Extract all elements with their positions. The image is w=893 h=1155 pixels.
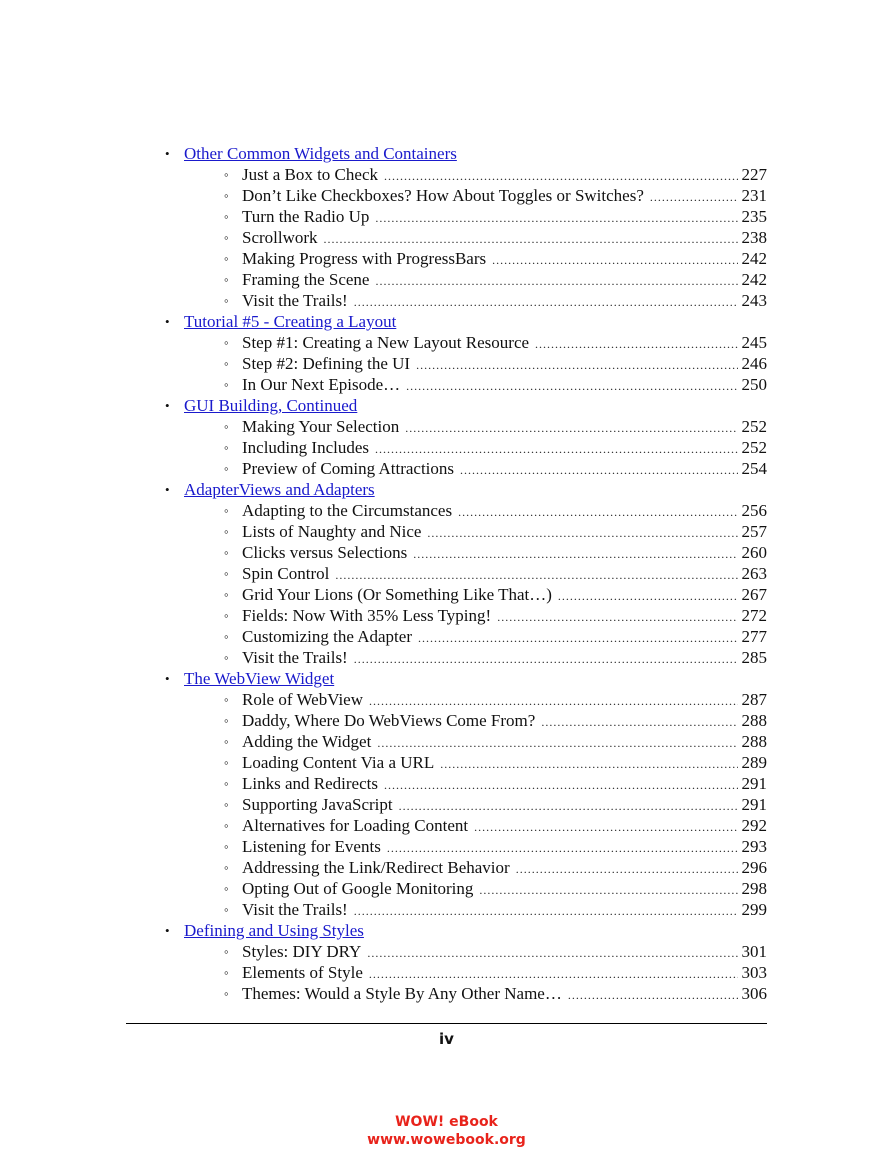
toc-chapter — [165, 479, 767, 500]
table-of-contents — [165, 143, 767, 1004]
toc-entry-row[interactable] — [242, 332, 767, 355]
circle-bullet-icon: ◦ — [224, 167, 229, 182]
dot-leader — [458, 502, 737, 523]
circle-bullet-icon: ◦ — [224, 188, 229, 203]
circle-bullet-icon: ◦ — [224, 629, 229, 644]
toc-entry-row[interactable] — [242, 563, 767, 586]
toc-entry — [165, 500, 767, 521]
toc-entry-title: In Our Next Episode… — [242, 375, 401, 394]
circle-bullet-icon: ◦ — [224, 251, 229, 266]
toc-entry-row[interactable] — [242, 248, 767, 271]
circle-bullet-icon: ◦ — [224, 692, 229, 707]
toc-entry — [165, 185, 767, 206]
toc-entry-page: 277 — [741, 627, 767, 646]
toc-entry-title: Turn the Radio Up — [242, 207, 370, 226]
toc-entry-row[interactable] — [242, 542, 767, 565]
toc-chapter — [165, 920, 767, 941]
toc-entry-title: Just a Box to Check — [242, 165, 378, 184]
toc-entry — [165, 206, 767, 227]
toc-entry-title: Listening for Events — [242, 837, 381, 856]
toc-entry-title: Visit the Trails! — [242, 900, 348, 919]
dot-leader — [440, 754, 737, 775]
toc-entry — [165, 416, 767, 437]
toc-chapter — [165, 143, 767, 164]
toc-chapter — [165, 668, 767, 689]
circle-bullet-icon: ◦ — [224, 293, 229, 308]
toc-entry-title: Framing the Scene — [242, 270, 370, 289]
chapter-link[interactable]: Defining and Using Styles — [184, 921, 364, 940]
circle-bullet-icon: ◦ — [224, 650, 229, 665]
circle-bullet-icon: ◦ — [224, 608, 229, 623]
circle-bullet-icon: ◦ — [224, 356, 229, 371]
toc-entry-title: Don’t Like Checkboxes? How About Toggles or Switches? — [242, 186, 644, 205]
toc-entry-page: 288 — [741, 711, 767, 730]
toc-entry — [165, 584, 767, 605]
chapter-link[interactable]: The WebView Widget — [184, 669, 335, 688]
toc-entry-title: Lists of Naughty and Nice — [242, 522, 422, 541]
toc-entry-page: 293 — [741, 837, 767, 856]
dot-leader — [377, 733, 737, 754]
toc-entry — [165, 731, 767, 752]
dot-leader — [335, 565, 737, 586]
toc-entry-page: 260 — [741, 543, 767, 562]
watermark-url: www.wowebook.org — [367, 1132, 526, 1148]
bullet-icon: • — [165, 482, 170, 497]
toc-entry-title: Role of WebView — [242, 690, 363, 709]
toc-entry-row[interactable] — [242, 857, 767, 880]
toc-entry-page: 285 — [741, 648, 767, 667]
toc-entry-title: Grid Your Lions (Or Something Like That…) — [242, 585, 552, 604]
dot-leader — [367, 943, 737, 964]
toc-entry-row[interactable] — [242, 269, 767, 292]
circle-bullet-icon: ◦ — [224, 965, 229, 980]
dot-leader — [324, 229, 738, 250]
toc-entry-page: 245 — [741, 333, 767, 352]
circle-bullet-icon: ◦ — [224, 734, 229, 749]
toc-entry — [165, 353, 767, 374]
toc-entry-title: Step #1: Creating a New Layout Resource — [242, 333, 530, 352]
circle-bullet-icon: ◦ — [224, 944, 229, 959]
toc-entry — [165, 983, 767, 1004]
toc-entry — [165, 836, 767, 857]
circle-bullet-icon: ◦ — [224, 776, 229, 791]
circle-bullet-icon: ◦ — [224, 587, 229, 602]
toc-entry-title: Addressing the Link/Redirect Behavior — [242, 858, 510, 877]
toc-entry-title: Loading Content Via a URL — [242, 753, 435, 772]
toc-entry — [165, 794, 767, 815]
toc-entry-page: 299 — [741, 900, 767, 919]
circle-bullet-icon: ◦ — [224, 230, 229, 245]
toc-entry-page: 246 — [741, 354, 767, 373]
dot-leader — [384, 166, 738, 187]
toc-entry-title: Customizing the Adapter — [242, 627, 412, 646]
toc-entry-page: 231 — [741, 186, 767, 205]
toc-entry-title: Visit the Trails! — [242, 648, 348, 667]
toc-entry-row[interactable] — [242, 500, 767, 523]
dot-leader — [479, 880, 737, 901]
dot-leader — [416, 355, 737, 376]
toc-entry-title: Preview of Coming Attractions — [242, 459, 455, 478]
toc-entry-page: 256 — [741, 501, 767, 520]
bullet-icon: • — [165, 923, 170, 938]
toc-entry — [165, 164, 767, 185]
circle-bullet-icon: ◦ — [224, 818, 229, 833]
dot-leader — [375, 208, 737, 229]
toc-entry-row[interactable] — [242, 416, 767, 439]
dot-leader — [369, 964, 738, 985]
dot-leader — [568, 985, 738, 1006]
toc-entry-title: Styles: DIY DRY — [242, 942, 362, 961]
toc-entry-page: 243 — [741, 291, 767, 310]
toc-entry-page: 263 — [741, 564, 767, 583]
toc-entry-row[interactable] — [242, 815, 767, 838]
toc-entry — [165, 437, 767, 458]
toc-entry — [165, 248, 767, 269]
toc-entry-page: 227 — [741, 165, 767, 184]
toc-entry-row[interactable] — [242, 941, 767, 964]
toc-entry-title: Fields: Now With 35% Less Typing! — [242, 606, 492, 625]
dot-leader — [558, 586, 738, 607]
toc-entry-title: Daddy, Where Do WebViews Come From? — [242, 711, 536, 730]
toc-entry-row[interactable] — [242, 626, 767, 649]
toc-entry — [165, 857, 767, 878]
dot-leader — [399, 796, 738, 817]
toc-entry — [165, 689, 767, 710]
circle-bullet-icon: ◦ — [224, 839, 229, 854]
toc-entry-page: 235 — [741, 207, 767, 226]
toc-entry-page: 298 — [741, 879, 767, 898]
toc-entry-row[interactable] — [242, 794, 767, 817]
circle-bullet-icon: ◦ — [224, 860, 229, 875]
toc-entry-row[interactable] — [242, 374, 767, 397]
toc-entry-title: Opting Out of Google Monitoring — [242, 879, 474, 898]
toc-entry-row[interactable] — [242, 353, 767, 376]
toc-entry — [165, 374, 767, 395]
toc-entry-row[interactable] — [242, 752, 767, 775]
circle-bullet-icon: ◦ — [224, 545, 229, 560]
toc-entry-page: 303 — [741, 963, 767, 982]
toc-entry-page: 267 — [741, 585, 767, 604]
dot-leader — [405, 418, 737, 439]
bullet-icon: • — [165, 398, 170, 413]
toc-entry-page: 257 — [741, 522, 767, 541]
toc-entry-row[interactable] — [242, 227, 767, 250]
toc-entry — [165, 752, 767, 773]
toc-entry-row[interactable] — [242, 836, 767, 859]
toc-entry — [165, 962, 767, 983]
dot-leader — [497, 607, 737, 628]
chapter-link[interactable]: Tutorial #5 - Creating a Layout — [184, 312, 397, 331]
toc-entry — [165, 647, 767, 668]
toc-entry-page: 291 — [741, 774, 767, 793]
chapter-link[interactable]: Other Common Widgets and Containers — [184, 144, 457, 163]
circle-bullet-icon: ◦ — [224, 755, 229, 770]
watermark-title: WOW! eBook — [395, 1114, 498, 1130]
circle-bullet-icon: ◦ — [224, 713, 229, 728]
toc-entry-page: 291 — [741, 795, 767, 814]
toc-entry-row[interactable] — [242, 899, 767, 922]
toc-entry-row[interactable] — [242, 710, 767, 733]
chapter-link[interactable]: AdapterViews and Adapters — [184, 480, 375, 499]
toc-entry-title: Links and Redirects — [242, 774, 378, 793]
dot-leader — [427, 523, 737, 544]
toc-entry-title: Including Includes — [242, 438, 369, 457]
toc-entry-title: Adding the Widget — [242, 732, 372, 751]
dot-leader — [406, 376, 737, 397]
toc-entry — [165, 605, 767, 626]
circle-bullet-icon: ◦ — [224, 797, 229, 812]
toc-entry — [165, 542, 767, 563]
toc-entry-page: 252 — [741, 417, 767, 436]
dot-leader — [369, 691, 738, 712]
toc-entry — [165, 773, 767, 794]
toc-entry — [165, 878, 767, 899]
toc-entry — [165, 899, 767, 920]
toc-entry — [165, 227, 767, 248]
circle-bullet-icon: ◦ — [224, 419, 229, 434]
circle-bullet-icon: ◦ — [224, 335, 229, 350]
dot-leader — [516, 859, 738, 880]
toc-entry — [165, 941, 767, 962]
toc-entry — [165, 458, 767, 479]
toc-entry-row[interactable] — [242, 437, 767, 460]
dot-leader — [384, 775, 738, 796]
toc-entry-title: Clicks versus Selections — [242, 543, 408, 562]
toc-entry-row[interactable] — [242, 962, 767, 985]
toc-entry-title: Alternatives for Loading Content — [242, 816, 469, 835]
dot-leader — [460, 460, 737, 481]
toc-entry — [165, 563, 767, 584]
circle-bullet-icon: ◦ — [224, 566, 229, 581]
dot-leader — [387, 838, 738, 859]
toc-entry-row[interactable] — [242, 185, 767, 208]
toc-entry-title: Spin Control — [242, 564, 330, 583]
toc-entry-row[interactable] — [242, 731, 767, 754]
watermark — [0, 1113, 893, 1149]
dot-leader — [492, 250, 737, 271]
toc-entry-page: 254 — [741, 459, 767, 478]
toc-entry-row[interactable] — [242, 773, 767, 796]
toc-entry-row[interactable] — [242, 521, 767, 544]
toc-chapter — [165, 311, 767, 332]
toc-entry — [165, 626, 767, 647]
toc-entry-page: 242 — [741, 270, 767, 289]
toc-entry — [165, 815, 767, 836]
circle-bullet-icon: ◦ — [224, 209, 229, 224]
toc-entry-title: Themes: Would a Style By Any Other Name… — [242, 984, 562, 1003]
circle-bullet-icon: ◦ — [224, 881, 229, 896]
dot-leader — [375, 439, 738, 460]
dot-leader — [535, 334, 737, 355]
circle-bullet-icon: ◦ — [224, 377, 229, 392]
toc-entry-row[interactable] — [242, 983, 767, 1006]
dot-leader — [354, 649, 738, 670]
toc-entry-row[interactable] — [242, 290, 767, 313]
toc-entry — [165, 269, 767, 290]
toc-chapter — [165, 395, 767, 416]
circle-bullet-icon: ◦ — [224, 461, 229, 476]
bullet-icon: • — [165, 314, 170, 329]
toc-entry-row[interactable] — [242, 584, 767, 607]
toc-entry-page: 252 — [741, 438, 767, 457]
toc-entry-row[interactable] — [242, 206, 767, 229]
toc-entry-title: Supporting JavaScript — [242, 795, 393, 814]
toc-entry — [165, 332, 767, 353]
toc-entry-title: Adapting to the Circumstances — [242, 501, 453, 520]
toc-entry — [165, 521, 767, 542]
footer-divider — [126, 1023, 767, 1024]
toc-entry — [165, 290, 767, 311]
chapter-link[interactable]: GUI Building, Continued — [184, 396, 358, 415]
toc-entry-page: 250 — [741, 375, 767, 394]
toc-entry-title: Step #2: Defining the UI — [242, 354, 411, 373]
toc-entry-page: 301 — [741, 942, 767, 961]
toc-entry-title: Making Your Selection — [242, 417, 400, 436]
toc-entry-row[interactable] — [242, 605, 767, 628]
circle-bullet-icon: ◦ — [224, 902, 229, 917]
toc-entry-title: Making Progress with ProgressBars — [242, 249, 487, 268]
dot-leader — [354, 292, 738, 313]
toc-entry-page: 306 — [741, 984, 767, 1003]
toc-entry-row[interactable] — [242, 164, 767, 187]
toc-entry-title: Elements of Style — [242, 963, 363, 982]
circle-bullet-icon: ◦ — [224, 524, 229, 539]
toc-entry-title: Scrollwork — [242, 228, 318, 247]
toc-entry-row[interactable] — [242, 689, 767, 712]
toc-entry-page: 272 — [741, 606, 767, 625]
toc-entry-page: 288 — [741, 732, 767, 751]
toc-entry-page: 287 — [741, 690, 767, 709]
toc-entry-page: 296 — [741, 858, 767, 877]
toc-entry-page: 292 — [741, 816, 767, 835]
dot-leader — [375, 271, 737, 292]
dot-leader — [413, 544, 737, 565]
dot-leader — [541, 712, 737, 733]
toc-entry-row[interactable] — [242, 647, 767, 670]
circle-bullet-icon: ◦ — [224, 503, 229, 518]
dot-leader — [474, 817, 737, 838]
toc-entry-page: 238 — [741, 228, 767, 247]
circle-bullet-icon: ◦ — [224, 986, 229, 1001]
dot-leader — [354, 901, 738, 922]
bullet-icon: • — [165, 671, 170, 686]
page-number: iv — [439, 1030, 454, 1048]
toc-entry-page: 242 — [741, 249, 767, 268]
toc-entry-row[interactable] — [242, 878, 767, 901]
toc-entry-page: 289 — [741, 753, 767, 772]
dot-leader — [650, 187, 738, 208]
bullet-icon: • — [165, 146, 170, 161]
toc-entry — [165, 710, 767, 731]
dot-leader — [418, 628, 738, 649]
toc-entry-title: Visit the Trails! — [242, 291, 348, 310]
circle-bullet-icon: ◦ — [224, 272, 229, 287]
circle-bullet-icon: ◦ — [224, 440, 229, 455]
toc-entry-row[interactable] — [242, 458, 767, 481]
